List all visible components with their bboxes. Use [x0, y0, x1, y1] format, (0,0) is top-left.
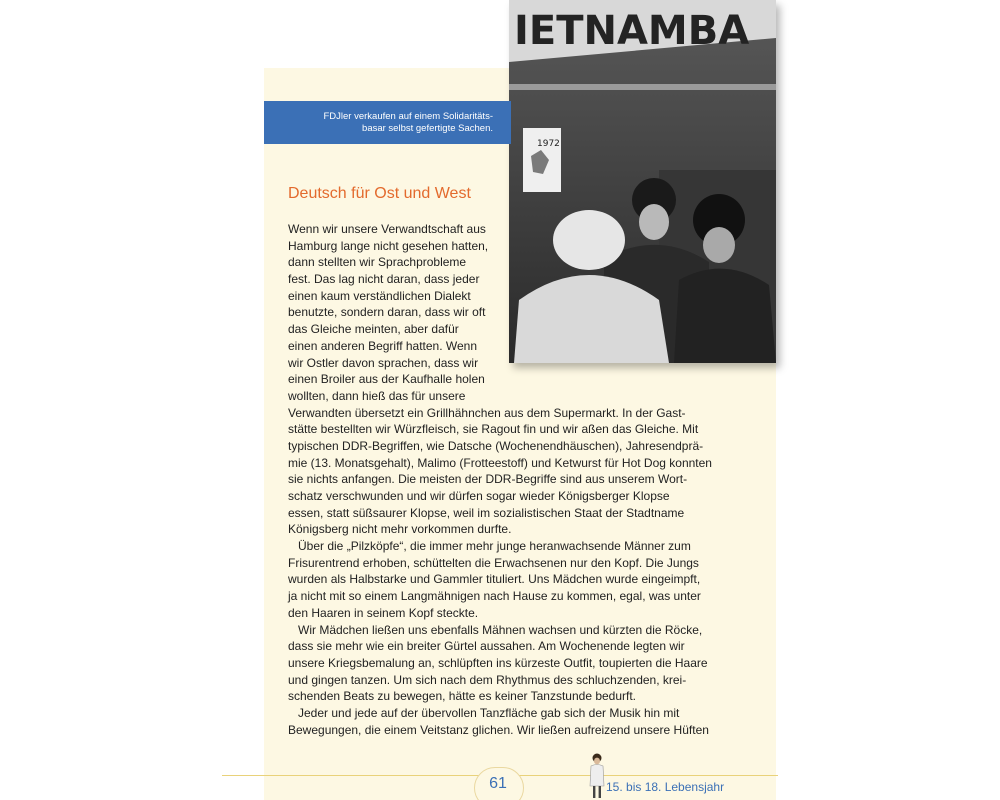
body-line: einen anderen Begriff hatten. Wenn — [288, 338, 478, 353]
body-line: Hamburg lange nicht gesehen hatten, — [288, 238, 489, 253]
article-headline: Deutsch für Ost und West — [288, 185, 471, 202]
body-line: einen kaum verständlichen Dialekt — [288, 288, 471, 303]
body-line: Wir Mädchen ließen uns ebenfalls Mähnen wachsen und kürzten die Röcke, — [298, 622, 703, 637]
body-line: schenden Beats zu bewegen, hätte es keiner Tanzstunde bedurft. — [288, 689, 637, 704]
body-line: benutzte, sondern daran, dass wir oft — [288, 305, 486, 320]
article-body — [288, 221, 712, 738]
banner-sign-text: IETNAMBA — [514, 8, 750, 54]
body-line: ja nicht mit so einem Langmähnigen nach Hause zu kommen, egal, was unter — [288, 589, 701, 604]
body-line: dann stellten wir Sprachprobleme — [288, 255, 467, 270]
body-line: das Gleiche meinten, aber dafür — [288, 322, 459, 337]
body-line: den Haaren in seinem Kopf steckte. — [288, 605, 479, 620]
body-line: Verwandten übersetzt ein Grillhähnchen aus dem Supermarkt. In der Gast- — [288, 405, 686, 420]
girl-figure-icon — [588, 752, 606, 800]
body-line: Königsberg nicht mehr vorkommen durfte. — [288, 522, 512, 537]
body-line: Jeder und jede auf der übervollen Tanzfläche gab sich der Musik hin mit — [298, 705, 680, 720]
body-line: wir Ostler davon sprachen, dass wir — [288, 355, 479, 370]
page-number: 61 — [489, 775, 507, 792]
poster-year: 1972 — [537, 139, 560, 149]
caption-band — [264, 101, 511, 144]
body-line: essen, statt süßsaurer Klopse, weil im sozialistischen Staat der Stadtname — [288, 505, 685, 520]
body-line: Wenn wir unsere Verwandtschaft aus — [288, 222, 486, 236]
body-line: schatz verschwunden und wir dürfen sogar wieder Königsberger Klopse — [288, 489, 670, 503]
body-line: wollten, dann hieß das für unsere — [288, 388, 466, 403]
body-line: und gingen tanzen. Um sich nach dem Rhythmus des schluchzenden, krei- — [288, 672, 687, 687]
body-line: fest. Das lag nicht daran, dass jeder — [288, 272, 480, 287]
body-line: dass sie mehr wie ein breiter Gürtel aussahen. Am Wochenende legten wir — [288, 639, 685, 654]
body-line: Bewegungen, die einem Veitstanz glichen. Wir ließen aufreizend unsere Hüften — [288, 722, 709, 737]
body-line: stätte bestellten wir Würzfleisch, sie Ragout fin und wir aßen das Gleiche. Mit — [288, 422, 699, 437]
body-line: sie nichts anfangen. Die meisten der DDR-Begriffe sind aus unserem Wort- — [288, 472, 688, 487]
body-line: typischen DDR-Begriffen, wie Datsche (Wochenendhäuschen), Jahresendprä- — [288, 438, 704, 453]
body-line: wurden als Halbstarke und Gammler tituliert. Uns Mädchen wurde eingeimpft, — [288, 572, 701, 587]
body-line: Über die „Pilzköpfe“, die immer mehr junge heranwachsende Männer zum — [298, 539, 691, 554]
section-label: 15. bis 18. Lebensjahr — [606, 780, 725, 794]
body-line: unsere Kriegsbemalung an, schlüpften ins kürzeste Outfit, toupierten die Haare — [288, 655, 708, 670]
body-line: mie (13. Monatsgehalt), Malimo (Frotteestoff) und Ketwurst für Hot Dog konnten — [288, 455, 712, 470]
body-line: Frisurentrend erhoben, schüttelten die Erwachsenen nur den Kopf. Die Jungs — [288, 555, 699, 570]
photo-caption: FDJler verkaufen auf einem Solidaritäts- basar selbst gefertigte Sachen. — [323, 111, 493, 134]
body-line: einen Broiler aus der Kaufhalle holen — [288, 372, 485, 387]
